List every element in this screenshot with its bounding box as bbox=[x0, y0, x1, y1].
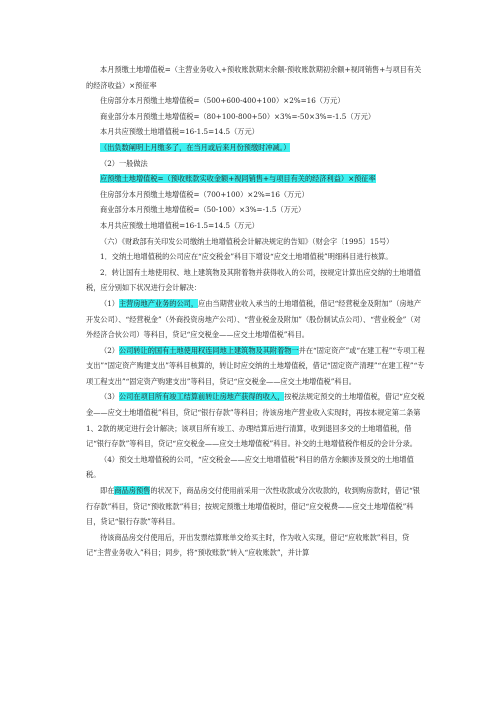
subheading: （2）一般做法 bbox=[100, 158, 148, 168]
highlight: 公司在项目所有竣工结算前转让房地产获得的收入， bbox=[118, 392, 285, 402]
highlight: 公司转让的国有土地使用权连同地上建筑物及其附着物一 bbox=[118, 345, 299, 355]
paragraph: 2．转让国有土地使用权、地上建筑物及其附着物并获得收入的公司，按规定计算出应交纳的土地增值税，应分别如下状况进行会计解决： bbox=[86, 267, 421, 293]
paragraph: 1．交纳土地增值税的公司应在“应交税金”科目下增设“应交土地增值税”明细科目进行核算。 bbox=[100, 252, 393, 262]
text: 的状况下，商品房交付使用前采用一次性收款或分次收款的，收到购房款时，借记“银行存款”科目，贷记“预收账款”科目；按规定预缴土地增值税时，借记“应交税费——应交土地增值税”科目，贷记“银行存款”等科目。 bbox=[86, 486, 420, 527]
text: 并在“固定资产”或“在建工程”“专项工程支出”“固定资产购建支出”等科目核算的，转让时应交纳的土地增值税，借记“固定资产清理”“在建工程”“专项工程支出”“固定资产购建支出”等科目，贷记“应交税金——应交土地增值税”科目。 bbox=[86, 345, 425, 386]
paragraph: 本月共应预缴土地增值税=16-1.5=14.5（万元） bbox=[100, 220, 259, 230]
section-heading: （六）《财政部有关印发公司缴纳土地增值税会计解决规定的告知》（财会字〔1995〕15号） bbox=[100, 236, 394, 246]
highlight: 应预缴土地增值税=（预收账款实收金额+视同销售+与项目有关的经济利益）×预征率 bbox=[100, 174, 376, 184]
paragraph: （4）预交土地增值税的公司，“应交税金——应交土地增值税”科目的借方余额涉及预交的土地增值税。 bbox=[86, 454, 414, 480]
paragraph: 住房部分本月预缴土地增值税=（700+100）×2%=16（万元） bbox=[100, 189, 309, 199]
text: （2） bbox=[100, 345, 119, 355]
paragraph bbox=[86, 296, 426, 343]
text: （1） bbox=[100, 298, 119, 308]
paragraph bbox=[86, 171, 426, 187]
paragraph: 住房部分本月预缴土地增值税=（500+600-400+100）×2%=16（万元） bbox=[100, 96, 345, 106]
paragraph: 待该商品房交付使用后，开出发票结算账单交给买主时，作为收入实现，借记“应收账款”科目，贷记“主营业务收入”科目；同步，将“预收账款”转入“应收账款”，并计算 bbox=[86, 532, 410, 558]
highlight: 主营房地产业务的公司， bbox=[118, 298, 199, 308]
text: （3） bbox=[100, 392, 119, 402]
paragraph bbox=[86, 140, 426, 156]
highlight: （出负数阐明上月缴多了，在当月或后来月份预缴时冲减。） bbox=[100, 142, 291, 152]
paragraph: 本月预缴土地增值税=（主营业务收入+预收账款期末余额-预收账款期初余额+视同销售+与项目有关的经济收益）×预征率 bbox=[86, 65, 422, 90]
paragraph bbox=[86, 389, 426, 451]
paragraph: 商业部分本月预缴土地增值税=（50-100）×3%=-1.5（万元） bbox=[100, 205, 306, 215]
paragraph: 本月共应预缴土地增值税=16-1.5=14.5（万元） bbox=[100, 127, 259, 137]
paragraph bbox=[86, 343, 426, 390]
text: 按税法规定预交的土地增值税，借记“应交税金——应交土地增值税”科目，贷记“银行存款”等科目；待该房地产营业收入实现时，再按本规定第二条第1、2款的规定进行会计解决；该项目所有竣工、办理结算后进行清算，收到退回多交的土地增值税，借记“银行存款”等科目，贷记“应交税金——应交土地增值税”科目。补交的土地增值税作相反的会计分录。 bbox=[86, 392, 425, 449]
paragraph bbox=[86, 483, 426, 530]
document-body bbox=[86, 62, 426, 561]
paragraph: 商业部分本月预缴土地增值税=（80+100-800+50）×3%=-50×3%=-1.5（万元） bbox=[100, 111, 376, 121]
text: 即在 bbox=[100, 486, 115, 496]
text: 应由当期营业收入承当的土地增值税，借记“经营税金及附加”（房地产开发公司）、“经营税金”（外商投资房地产公司）、“营业税金及附加”（股份制试点公司）、“营业税金”（对外经济合伙公司）等科目，贷记“应交税金——应交土地增值税”科目。 bbox=[86, 298, 422, 340]
highlight: 商品房预售 bbox=[114, 486, 151, 496]
